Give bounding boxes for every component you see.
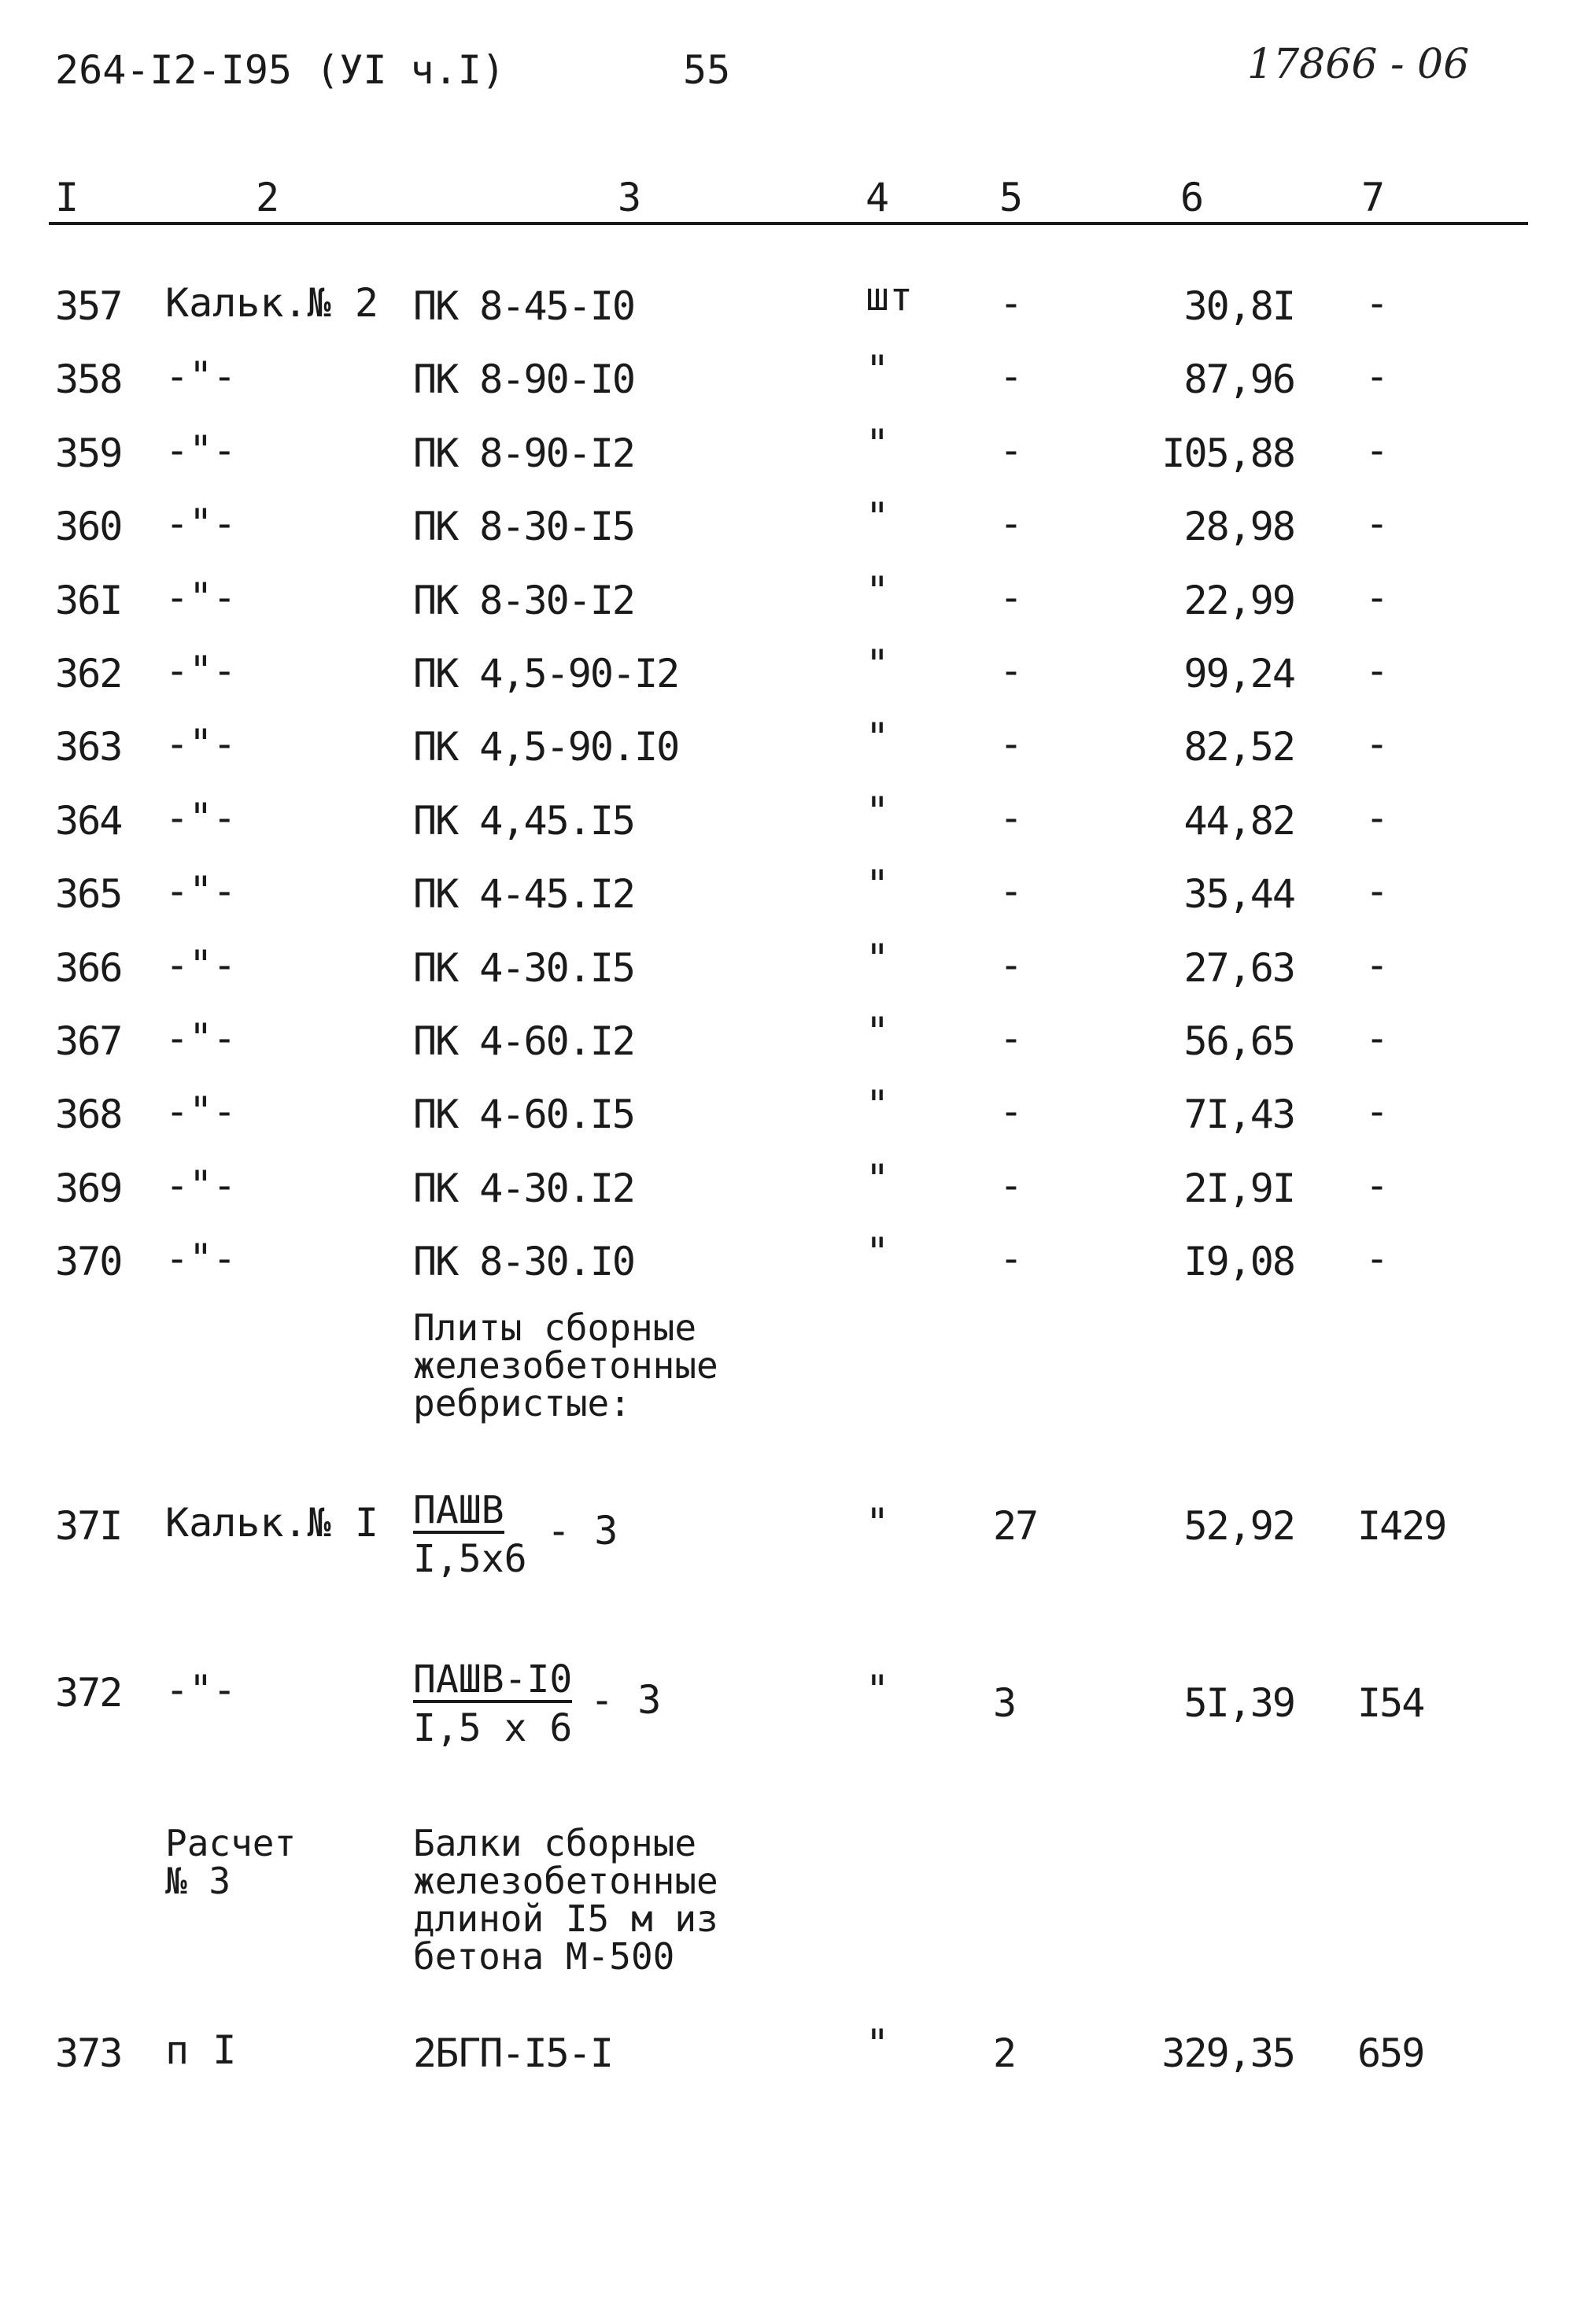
row-designation: ПК 4-45.I2 [413,871,635,917]
row-quantity: - [999,427,1024,473]
row-number: 363 [55,724,122,770]
fraction-denominator: I,5x6 [413,1537,527,1581]
section-heading-plates: Плиты сборные железобетонные ребристые: [413,1306,718,1424]
row-total: - [1365,353,1390,399]
document-code: 264-I2-I95 (УI ч.I) [55,47,505,93]
row-price: 44,82 [1183,798,1294,844]
row-number: 366 [55,945,122,991]
row-reference: -"- [165,942,237,988]
row-price: I05,88 [1161,430,1294,476]
row-unit: " [866,1500,890,1546]
handwritten-stamp: 17866 - 06 [1247,41,1470,88]
row-number: 372 [55,1670,122,1716]
row-reference: -"- [165,648,237,693]
row-total: - [1365,427,1390,473]
row-reference: Кальк.№ I [165,1500,378,1546]
row-reference: -"- [165,1015,237,1061]
row-quantity: 27 [993,1503,1038,1549]
fraction-designation [413,1488,527,1581]
row-reference: -"- [165,868,237,914]
row-price: 87,96 [1183,357,1294,402]
row-price: 7I,43 [1183,1092,1294,1137]
row-quantity: - [999,1162,1024,1208]
row-total: - [1365,942,1390,988]
row-price: 30,8I [1183,283,1294,329]
row-reference: -"- [165,1088,237,1134]
row-unit: " [866,862,890,907]
row-quantity: - [999,942,1024,988]
row-number: 369 [55,1166,122,1211]
row-quantity: - [999,1015,1024,1061]
row-unit: " [866,1156,890,1202]
row-designation: ПК 4-30.I2 [413,1166,635,1211]
row-unit: " [866,1082,890,1128]
row-quantity: - [999,280,1024,326]
row-total: - [1365,868,1390,914]
row-price: 56,65 [1183,1018,1294,1064]
row-number: 367 [55,1018,122,1064]
fraction-numerator: ПАШВ-I0 [413,1657,573,1701]
row-designation: ПК 4-60.I5 [413,1092,635,1137]
row-total: - [1365,501,1390,546]
row-unit: " [866,641,890,687]
row-designation: ПК 4,5-90-I2 [413,651,679,696]
row-reference: Кальк.№ 2 [165,280,378,326]
row-unit: " [866,347,890,393]
designation-suffix: - 3 [547,1508,618,1554]
row-total: - [1365,1088,1390,1134]
row-number: 37I [55,1503,122,1549]
row-quantity: - [999,1088,1024,1134]
row-quantity: - [999,795,1024,841]
row-unit: " [866,421,890,467]
row-total: - [1365,280,1390,326]
row-reference: -"- [165,1162,237,1208]
row-price: I9,08 [1183,1239,1294,1284]
row-designation: ПК 4,5-90.I0 [413,724,679,770]
row-reference: -"- [165,353,237,399]
row-reference: -"- [165,1667,237,1713]
header-rule [49,222,1528,225]
row-unit: " [866,1229,890,1275]
row-total: - [1365,1015,1390,1061]
row-price: 28,98 [1183,504,1294,549]
row-total: - [1365,648,1390,693]
row-price: 22,99 [1183,578,1294,623]
row-total: - [1365,795,1390,841]
row-price: 5I,39 [1183,1680,1294,1726]
row-total: - [1365,1162,1390,1208]
row-quantity: - [999,501,1024,546]
column-header-1: I [55,175,79,220]
row-total: I54 [1357,1680,1424,1726]
row-number: 373 [55,2030,122,2076]
row-unit: " [866,1667,890,1713]
row-number: 368 [55,1092,122,1137]
row-number: 362 [55,651,122,696]
column-header-6: 6 [1180,175,1205,220]
row-quantity: - [999,868,1024,914]
row-unit: " [866,715,890,760]
column-header-4: 4 [866,175,890,220]
row-designation: ПК 8-45-I0 [413,283,635,329]
row-price: 35,44 [1183,871,1294,917]
designation-suffix: - 3 [590,1677,662,1723]
column-header-2: 2 [256,175,280,220]
row-quantity: - [999,1236,1024,1281]
row-quantity: - [999,648,1024,693]
row-unit: " [866,568,890,614]
column-header-5: 5 [999,175,1024,220]
row-price: 329,35 [1161,2030,1294,2076]
row-unit: " [866,494,890,540]
row-designation: ПК 8-30.I0 [413,1239,635,1284]
row-designation: ПК 4,45.I5 [413,798,635,844]
row-price: 2I,9I [1183,1166,1294,1211]
row-price: 27,63 [1183,945,1294,991]
row-unit: " [866,936,890,981]
row-price: 52,92 [1183,1503,1294,1549]
row-price: 99,24 [1183,651,1294,696]
row-unit: " [866,789,890,834]
row-unit: " [866,2021,890,2067]
row-designation: 2БГП-I5-I [413,2030,612,2076]
row-number: 360 [55,504,122,549]
fraction-designation [413,1657,573,1750]
row-quantity: - [999,575,1024,620]
row-reference: -"- [165,721,237,767]
page-number: 55 [683,47,731,93]
row-number: 359 [55,430,122,476]
calculation-reference: Расчет № 3 [165,1822,297,1902]
row-quantity: - [999,721,1024,767]
row-total: 659 [1357,2030,1424,2076]
row-number: 365 [55,871,122,917]
row-designation: ПК 8-30-I5 [413,504,635,549]
row-designation: ПК 8-30-I2 [413,578,635,623]
row-quantity: 2 [993,2030,1016,2076]
row-total: - [1365,1236,1390,1281]
row-quantity: 3 [993,1680,1016,1726]
row-total: - [1365,575,1390,620]
row-unit: " [866,1009,890,1055]
section-heading-beams: Балки сборные железобетонные длиной I5 м из бетона М-500 [413,1822,718,1978]
row-number: 370 [55,1239,122,1284]
row-price: 82,52 [1183,724,1294,770]
row-reference: -"- [165,795,237,841]
row-reference: -"- [165,575,237,620]
row-reference: п I [165,2027,237,2073]
fraction-numerator: ПАШВ [413,1488,504,1532]
row-reference: -"- [165,1236,237,1281]
row-number: 36I [55,578,122,623]
row-number: 357 [55,283,122,329]
row-reference: -"- [165,427,237,473]
row-designation: ПК 4-60.I2 [413,1018,635,1064]
row-designation: ПК 8-90-I0 [413,357,635,402]
row-total: I429 [1357,1503,1446,1549]
row-designation: ПК 4-30.I5 [413,945,635,991]
column-header-3: 3 [618,175,642,220]
row-reference: -"- [165,501,237,546]
row-total: - [1365,721,1390,767]
column-header-7: 7 [1361,175,1386,220]
row-number: 364 [55,798,122,844]
row-number: 358 [55,357,122,402]
row-unit: шт [866,274,914,320]
fraction-denominator: I,5 x 6 [413,1706,573,1750]
row-quantity: - [999,353,1024,399]
row-designation: ПК 8-90-I2 [413,430,635,476]
